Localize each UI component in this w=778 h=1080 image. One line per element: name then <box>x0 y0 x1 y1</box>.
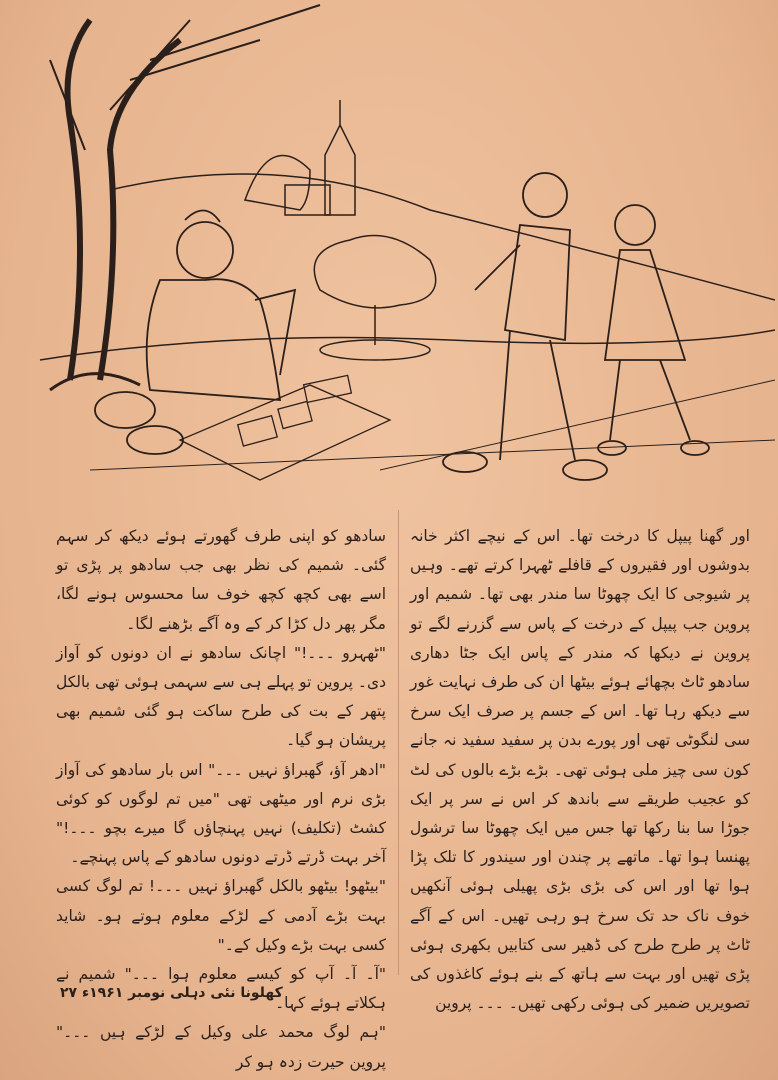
temple <box>245 100 355 215</box>
text-column-right <box>410 522 750 1013</box>
paragraph: "آ۔ آ۔ آپ کو کیسے معلوم ہوا ۔۔۔" شمیم نے ہکلاتے ہوئے کہا۔ <box>56 965 386 1013</box>
paragraph: "ادھر آؤ، گھبراؤ نہیں ۔۔۔" اس بار سادھو کی آواز بڑی نرم اور میٹھی تھی "میں تم لوگوں کو کوئی کشٹ (تکلیف) نہیں پہنچاؤں گا میرے بچو ۔۔۔!" آخر بہت ڈرتے ڈرتے دونوں سادھو کے پاس پہنچے۔ <box>56 760 386 867</box>
paragraph: "بیٹھو! بیٹھو بالکل گھبراؤ نہیں ۔۔۔! تم لوگ کسی بہت بڑے آدمی کے لڑکے معلوم ہوتے ہو۔ شاید کسی بہت بڑے وکیل کے۔" <box>56 877 386 954</box>
bush <box>314 236 435 361</box>
tree <box>50 5 320 390</box>
illustration-sadhu-and-children <box>30 0 775 495</box>
paragraph: "ٹھہرو ۔۔۔!" اچانک سادھو نے ان دونوں کو آواز دی۔ پروین تو پہلے ہی سے سہمی ہوئی تھی بالکل پتھر کے بت کی طرح ساکت ہو گئی شمیم بھی پریشان ہو گیا۔ <box>56 643 386 750</box>
column-divider <box>398 510 399 975</box>
paragraph: اور گھنا پیپل کا درخت تھا۔ اس کے نیچے اکثر خانہ بدوشوں اور فقیروں کے قافلے ٹھہرا کرتے تھے۔ وہیں پر شیوجی کا ایک چھوٹا سا مندر بھی تھا۔ شمیم اور پروین جب پیپل کے درخت کے پاس سے گزرنے لگے تو پروین نے دیکھا کہ مندر کے پاس ایک جٹا دھاری سادھو ٹاٹ بچھائے ہوئے بیٹھا ان کی طرف نہایت غور سے دیکھ رہا تھا۔ اس کے جسم پر صرف ایک سرخ سی لنگوٹی تھی اور پورے بدن پر سفید سفید نہ جانے کون سی چیز ملی ہوئی تھی۔ بڑے بڑے بالوں کی لٹ کو عجیب طریقے سے باندھ کر اس نے سر پر ایک جوڑا سا بنا رکھا تھا جس میں ایک چھوٹا سا ترشول پھنسا ہوا تھا۔ ماتھے پر چندن اور سیندور کا تلک پڑا ہوا تھا اور اس کی بڑی بڑی پھیلی ہوئی آنکھیں خوف ناک حد تک سرخ ہو رہی تھیں۔ اس کے آگے ٹاٹ پر طرح طرح کی ڈھیر سی کتابیں بکھری ہوئی پڑی تھیں اور بہت سے ہاتھ کے بنے ہوئے کاغذوں کی تصویریں ضمیر کی ہوئی رکھی تھیں۔ ۔۔۔ پروین <box>410 527 750 1013</box>
page-footer: کھلونا نئی دہلی نومبر ۱۹۶۱ء ۲۷ <box>60 985 283 1001</box>
paragraph: "ہم لوگ محمد علی وکیل کے لڑکے ہیں ۔۔۔" پروین حیرت زدہ ہو کر <box>56 1023 386 1071</box>
paragraph: سادھو کو اپنی طرف گھورتے ہوئے دیکھ کر سہم گئی۔ شمیم کی نظر بھی جب سادھو پر پڑی تو اسے بھی کچھ کچھ خوف سا محسوس ہونے لگا، مگر پھر دل کڑا کر کے وہ آگے بڑھنے لگا۔ <box>56 527 386 633</box>
girl-figure <box>598 205 709 455</box>
